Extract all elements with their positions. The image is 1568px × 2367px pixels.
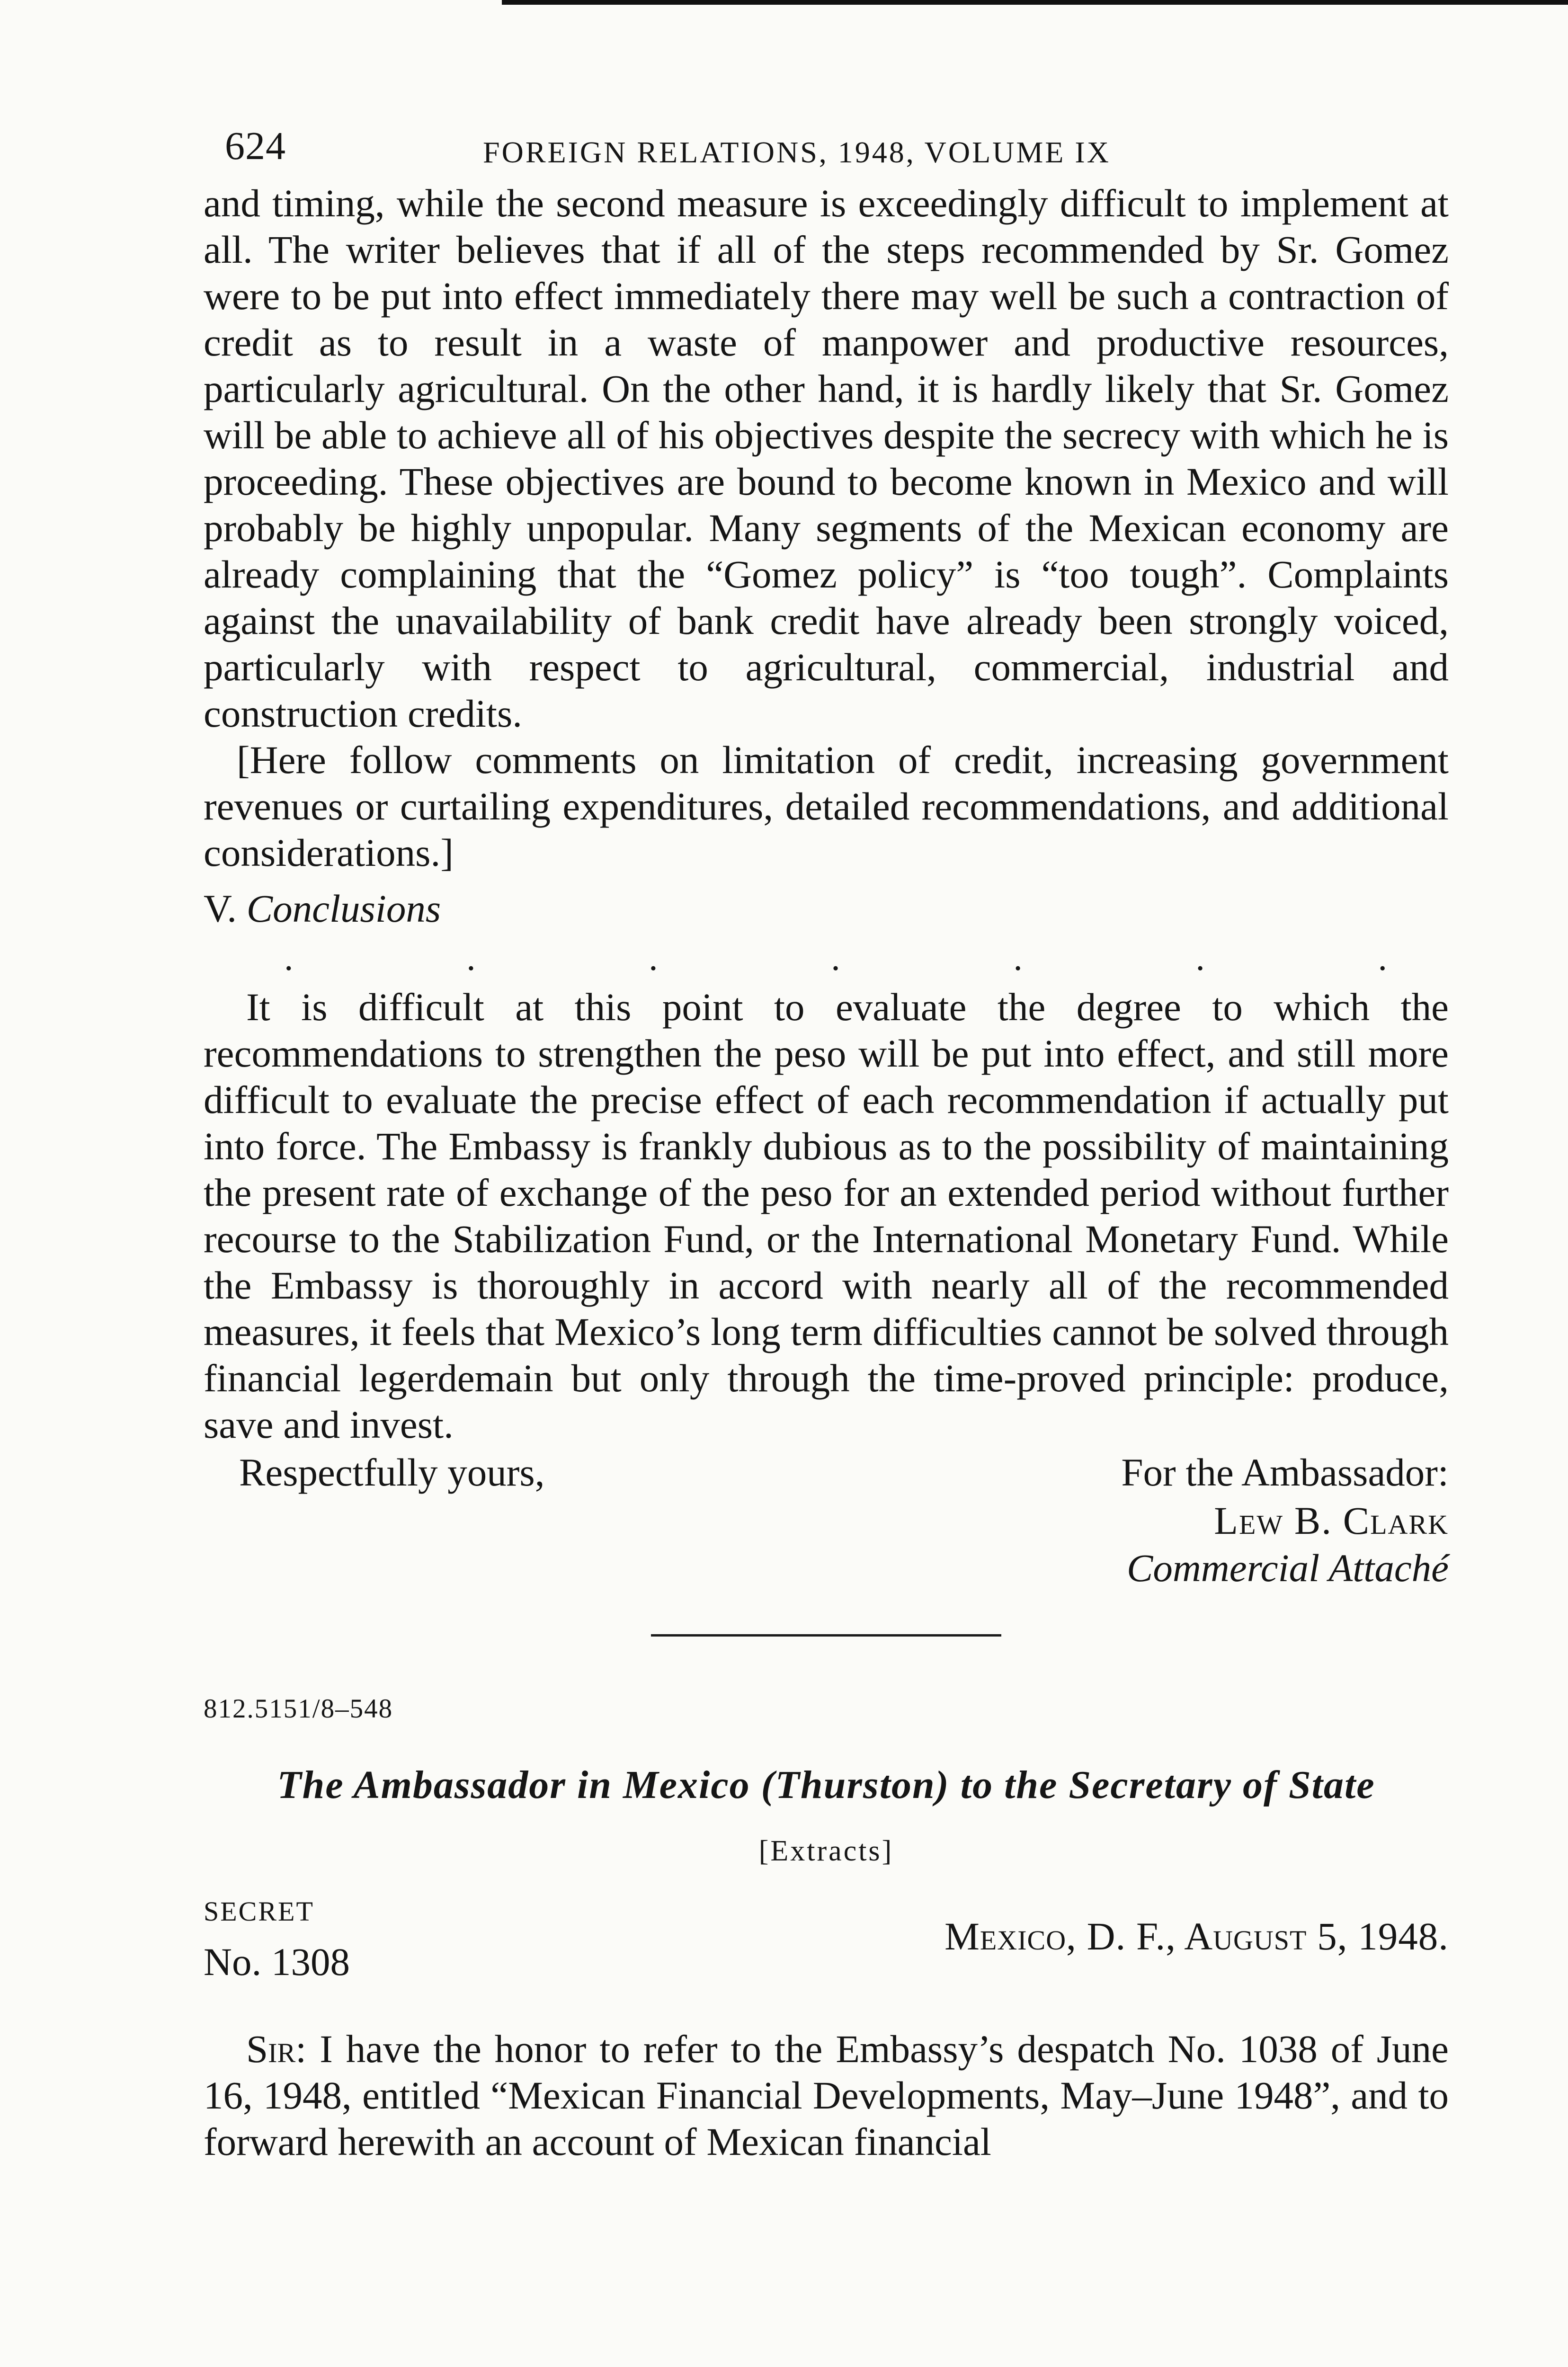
signatory-name: Lew B. Clark <box>1214 1499 1449 1542</box>
ellipsis-row <box>284 932 1387 984</box>
top-edge-rule <box>502 0 1568 5</box>
place-date: Mexico, D. F., August 5, 1948. <box>944 1914 1449 1958</box>
running-title: FOREIGN RELATIONS, 1948, VOLUME IX <box>483 135 1111 169</box>
conclusion-paragraph: It is difficult at this point to evaluate the degree to which the recommendations to strengthen the peso will be put into effect, and still more difficult to evaluate the precise effect of each recommendation if actually put into force. The Embassy is frankly dubious as to the possibility of maintaining the present rate of exchange of the peso for an extended period without further recourse to the Stabilization Fund, or the International Monetary Fund. While the Embassy is thoroughly in accord with nearly all of the recommended measures, it feels that Mexico’s long term difficulties cannot be solved through financial legerdemain but only through the time-proved principle: produce, save and invest. <box>204 985 1449 1446</box>
ellipsis-dot: . <box>831 937 840 978</box>
document-divider <box>651 1634 1001 1637</box>
letter-opening-paragraph <box>204 2026 1449 2165</box>
section-number: V. <box>204 887 237 930</box>
complimentary-close: Respectfully yours, <box>239 1450 545 1494</box>
extracts-label: [Extracts] <box>758 1835 894 1868</box>
signature-block <box>204 1497 1449 1592</box>
ellipsis-dot: . <box>1013 937 1023 978</box>
file-number: 812.5151/8–548 <box>204 1694 393 1724</box>
document-page <box>204 118 1449 2165</box>
classification-label: SECRET <box>204 1896 314 1927</box>
signatory-title: Commercial Attaché <box>1126 1546 1449 1590</box>
ellipsis-dot: . <box>284 937 294 978</box>
ellipsis-dot: . <box>466 937 476 978</box>
ellipsis-dot: . <box>1378 937 1387 978</box>
ellipsis-dot: . <box>649 937 658 978</box>
previous-document-continuation <box>204 180 1449 1448</box>
editorial-note: [Here follow comments on limitation of credit, increasing government revenues or curtailing expenditures, detailed recommendations, and additional considerations.] <box>204 738 1449 874</box>
despatch-metadata <box>204 1895 1449 2000</box>
for-ambassador-line: For the Ambassador: <box>1121 1450 1449 1494</box>
continuation-paragraph: and timing, while the second measure is exceedingly difficult to implement at all. The writer believes that if all of the steps recommended by Sr. Gomez were to be put into effect immediately there may well be such a contraction of credit as to result in a waste of manpower and productive resources, particularly agricultural. On the other hand, it is hardly likely that Sr. Gomez will be able to achieve all of his objectives despite the secrecy with which he is proceeding. These objectives are bound to become known in Mexico and will probably be highly unpopular. Many segments of the Mexican economy are already complaining that the “Gomez policy” is “too tough”. Complaints against the unavailability of bank credit have already been strongly voiced, particularly with respect to agricultural, commercial, industrial and construction credits. <box>204 181 1449 735</box>
page-number: 624 <box>225 124 286 168</box>
ellipsis-dot: . <box>1195 937 1205 978</box>
salutation: Sir: <box>246 2027 307 2071</box>
letter-opening-text: I have the honor to refer to the Embassy’s despatch No. 1038 of June 16, 1948, entitled “Mexican Financial Developments, May–June 1948”, and to forward herewith an account of Mexican financial <box>204 2027 1449 2164</box>
conclusions-heading <box>204 885 1449 932</box>
next-document <box>204 1693 1449 2165</box>
section-title: Conclusions <box>246 887 441 930</box>
closing-row <box>204 1450 1449 1497</box>
document-title: The Ambassador in Mexico (Thurston) to the Secretary of State <box>277 1763 1375 1807</box>
running-header <box>204 118 1449 180</box>
despatch-number: No. 1308 <box>204 1940 350 1984</box>
